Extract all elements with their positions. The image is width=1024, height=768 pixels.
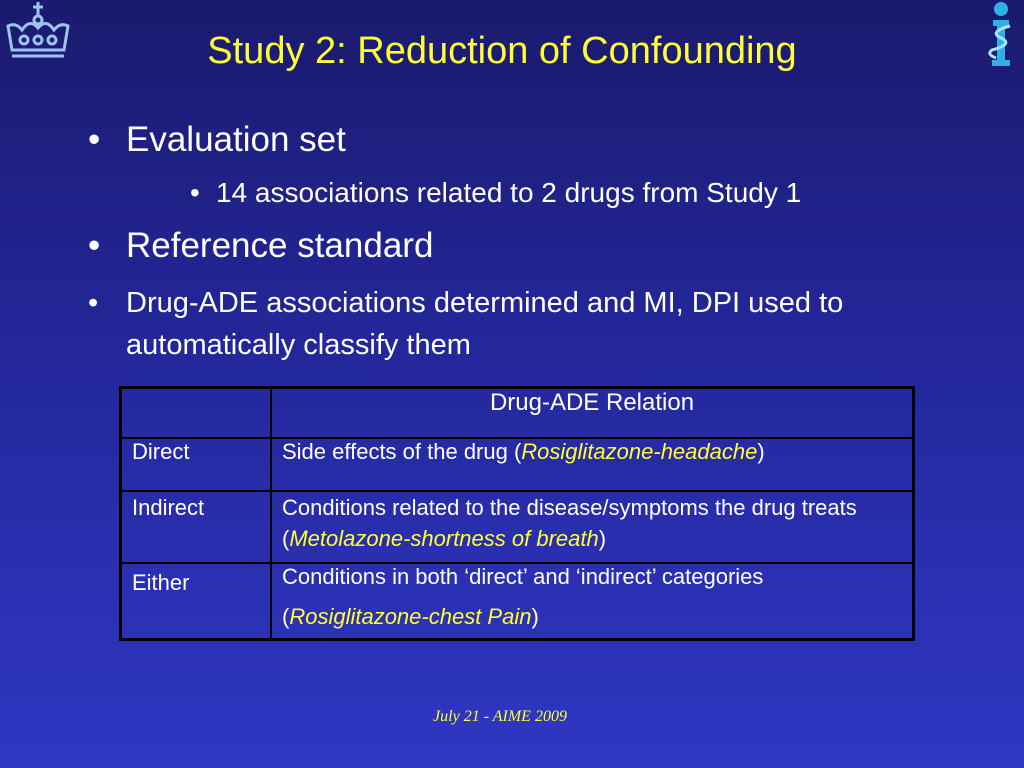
table-header-empty-cell: [121, 388, 272, 439]
description-text: ): [757, 439, 765, 464]
description-text: ): [531, 604, 539, 629]
table-header-cell: Drug-ADE Relation: [271, 388, 914, 439]
description-text: Conditions in both ‘direct’ and ‘indirect’ categories: [282, 564, 764, 589]
row-description: [271, 563, 914, 640]
bullet-marker: •: [88, 120, 101, 159]
row-label: Indirect: [121, 491, 272, 563]
bullet-text: Reference standard: [126, 226, 434, 265]
description-text: Side effects of the drug (: [282, 439, 522, 464]
slide-title: Study 2: Reduction of Confounding: [207, 30, 797, 72]
bullet-marker: •: [88, 287, 99, 319]
slide-footer: July 21 - AIME 2009: [433, 708, 567, 725]
bullet-marker: •: [190, 177, 200, 208]
row-description: [271, 438, 914, 491]
table-row: [121, 491, 914, 563]
example-text: Rosiglitazone-headache: [521, 439, 758, 464]
description-text: ): [598, 526, 607, 551]
table-row: [121, 563, 914, 640]
table-header-row: [121, 388, 914, 439]
bullet-marker: •: [88, 226, 101, 265]
example-text: Metolazone-shortness of breath: [289, 526, 599, 551]
bullet-evaluation-set: [88, 120, 346, 160]
description-text: Conditions related to the disease/symptoms the drug treats (: [282, 495, 857, 551]
relation-table: [119, 386, 915, 641]
bullet-reference-standard: [88, 226, 433, 266]
subbullet-associations: [190, 177, 801, 209]
bullet-text: 14 associations related to 2 drugs from Study 1: [216, 177, 802, 208]
bullet-drug-ade: [88, 282, 956, 366]
table-row: [121, 438, 914, 491]
bullet-text: Drug-ADE associations determined and MI, DPI used to automatically classify them: [126, 287, 844, 361]
row-description: [271, 491, 914, 563]
example-text: Rosiglitazone-chest Pain: [289, 604, 532, 629]
row-label: Direct: [121, 438, 272, 491]
row-label: Either: [121, 563, 272, 640]
bullet-text: Evaluation set: [126, 120, 346, 159]
description-text: (: [282, 604, 290, 629]
